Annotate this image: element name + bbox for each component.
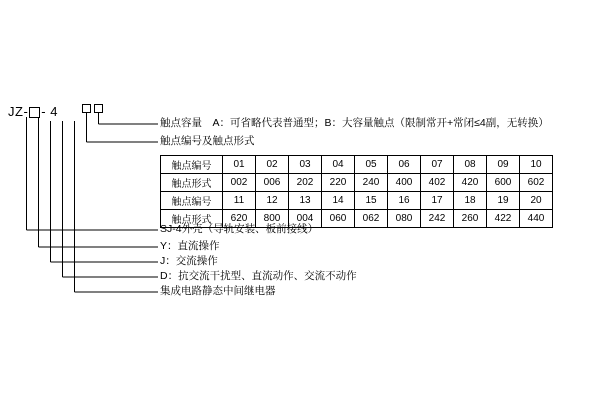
table-cell: 03	[289, 156, 322, 174]
code-box-contact-capacity	[94, 104, 103, 113]
table-row	[161, 156, 553, 174]
table-cell: 060	[322, 210, 355, 228]
table-cell: 202	[289, 174, 322, 192]
row-header: 触点形式	[161, 210, 223, 228]
label-anti-interference: D：抗交流干扰型、直流动作、交流不动作	[160, 270, 357, 282]
table-row	[161, 210, 553, 228]
label-dc-operation: Y：直流操作	[160, 240, 220, 252]
table-cell: 240	[355, 174, 388, 192]
label-product-name: 集成电路静态中间继电器	[160, 285, 276, 297]
table-cell: 002	[223, 174, 256, 192]
table-cell: 12	[256, 192, 289, 210]
table-cell: 440	[520, 210, 553, 228]
contact-form-table-wrapper	[160, 155, 553, 228]
table-cell: 14	[322, 192, 355, 210]
table-cell: 620	[223, 210, 256, 228]
table-cell: 602	[520, 174, 553, 192]
table-cell: 02	[256, 156, 289, 174]
contact-form-table	[160, 155, 553, 228]
code-box-series	[29, 107, 40, 118]
table-cell: 600	[487, 174, 520, 192]
table-cell: 006	[256, 174, 289, 192]
label-shell: SJ-4外壳（导轨安装、板前接线）	[160, 223, 319, 235]
table-cell: 420	[454, 174, 487, 192]
table-cell: 260	[454, 210, 487, 228]
table-cell: 13	[289, 192, 322, 210]
table-row	[161, 192, 553, 210]
table-cell: 800	[256, 210, 289, 228]
table-cell: 15	[355, 192, 388, 210]
table-cell: 004	[289, 210, 322, 228]
table-cell: 422	[487, 210, 520, 228]
table-cell: 16	[388, 192, 421, 210]
table-cell: 402	[421, 174, 454, 192]
code-box-contact-form	[82, 104, 91, 113]
table-cell: 05	[355, 156, 388, 174]
table-row	[161, 174, 553, 192]
table-cell: 220	[322, 174, 355, 192]
table-cell: 04	[322, 156, 355, 174]
table-cell: 06	[388, 156, 421, 174]
table-cell: 08	[454, 156, 487, 174]
row-header: 触点编号	[161, 192, 223, 210]
table-cell: 400	[388, 174, 421, 192]
table-cell: 19	[487, 192, 520, 210]
table-cell: 09	[487, 156, 520, 174]
label-contact-capacity: 触点容量 A：可省略代表普通型；B：大容量触点（限制常开+常闭≤4副，无转换）	[160, 117, 549, 129]
table-cell: 242	[421, 210, 454, 228]
table-cell: 18	[454, 192, 487, 210]
model-code	[8, 104, 58, 119]
table-cell: 10	[520, 156, 553, 174]
table-cell: 07	[421, 156, 454, 174]
table-cell: 01	[223, 156, 256, 174]
row-header: 触点编号	[161, 156, 223, 174]
model-middle: - 4	[41, 104, 58, 119]
table-cell: 062	[355, 210, 388, 228]
table-cell: 17	[421, 192, 454, 210]
label-contact-number-form: 触点编号及触点形式	[160, 135, 255, 147]
model-prefix: JZ-	[8, 104, 29, 119]
table-cell: 11	[223, 192, 256, 210]
label-ac-operation: J：交流操作	[160, 255, 218, 267]
table-cell: 20	[520, 192, 553, 210]
row-header: 触点形式	[161, 174, 223, 192]
table-cell: 080	[388, 210, 421, 228]
